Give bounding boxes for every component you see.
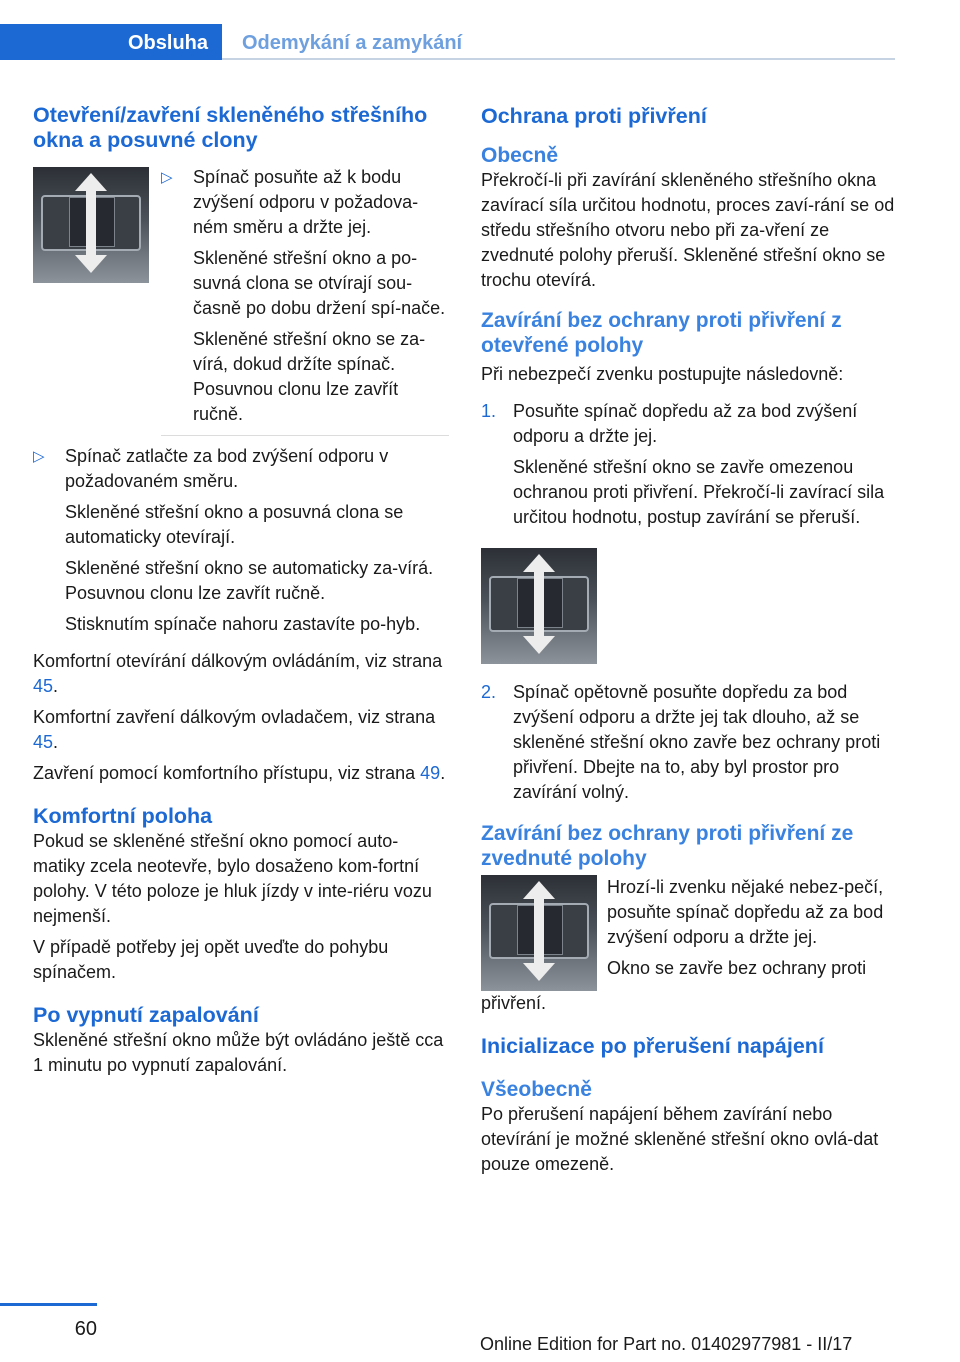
bullet-2-para-2: Skleněné střešní okno a posuvná clona se automaticky otevírají. <box>65 502 404 547</box>
section-title-ignition: Po vypnutí zapalování <box>33 1003 259 1027</box>
step-2-text: Spínač opětovně posuňte dopředu za bod zvýšení odporu a držte jej tak dlouho, až se skleněné střešní okno zavře bez ochrany proti přivření. Dbejte na to, aby byl prostor pro zavírání volný. <box>513 682 881 802</box>
bullet-1-para-3: Skleněné střešní okno se za-vírá, dokud držíte spínač. Posuvnou clonu lze zavřít ručně. <box>193 329 426 424</box>
bullet-item-1 <box>161 165 450 427</box>
subtitle-all: Všeobecně <box>481 1078 592 1101</box>
triangle-right-icon: ▷ <box>161 169 173 186</box>
subtitle-general: Obecně <box>481 144 559 167</box>
step-1 <box>481 399 897 530</box>
tab-odemykani[interactable]: Odemykání a zamykání <box>242 32 463 54</box>
section-title-init: Inicializace po přerušení napájení <box>481 1034 824 1058</box>
step-2 <box>481 680 897 805</box>
init-para: Po přerušení napájení během zavírání nebo otevírání je možné skleněné střešní okno ovlá-dat pouze omezeně. <box>481 1104 879 1174</box>
subtitle-raised-position: Zavírání bez ochrany proti přivření ze zvednuté polohy <box>481 822 854 870</box>
reference-remote-close: Komfortní zavření dálkovým ovladačem, viz strana 45. <box>33 707 436 752</box>
switch-illustration-1 <box>33 167 149 283</box>
step-1-para-2: Skleněné střešní okno se zavře omezenou ochranou proti přivření. Překročí-li zavírací sila určitou hodnotu, postup zavírání se přeruší. <box>513 457 885 527</box>
step-number-1: 1. <box>481 401 497 421</box>
page-link-45[interactable]: 45 <box>33 676 54 696</box>
bullet-1-para-2: Skleněné střešní okno a po-suvná clona se otvírají sou-časně po dobu držení spí-nače. <box>193 248 446 318</box>
divider <box>161 435 449 436</box>
reference-comfort-access: Zavření pomocí komfortního přístupu, viz strana 49. <box>33 763 446 783</box>
switch-illustration-2 <box>481 548 597 664</box>
right-column <box>481 96 897 1177</box>
ignition-para: Skleněné střešní okno může být ovládáno ještě cca 1 minutu po vypnutí zapalování. <box>33 1030 444 1075</box>
edition-text: Online Edition for Part no. 01402977981 - II/17 <box>480 1334 853 1354</box>
bullet-1-text: Spínač posuňte až k bodu zvýšení odporu v požadova-ném směru a držte jej. <box>193 167 419 237</box>
comfort-para-2: V případě potřeby jej opět uveďte do pohybu spínačem. <box>33 937 389 982</box>
step-1-text: Posuňte spínač dopředu až za bod zvýšení odporu a držte jej. <box>513 401 858 446</box>
bullet-2-para-3: Skleněné střešní okno se automaticky za-vírá. Posuvnou clonu lze zavřít ručně. <box>65 558 434 603</box>
section-title-pinch: Ochrana proti přivření <box>481 104 707 128</box>
switch-illustration-3 <box>481 875 597 991</box>
comfort-para-1: Pokud se skleněné střešní okno pomocí auto-matiky zcela neotevře, bylo dosaženo kom-fortní polohy. V této poloze je hluk jízdy v inte-riéru vozu nejmenší. <box>33 831 432 926</box>
page-link-49[interactable]: 49 <box>420 763 441 783</box>
raised-para-1: Hrozí-li zvenku nějaké nebez-pečí, posuňte spínač dopředu až za bod zvýšení odporu a držte jej. <box>607 877 884 947</box>
section-title-sunroof: Otevření/zavření skleněného střešního okna a posuvné clony <box>33 103 428 152</box>
raised-block <box>481 875 897 991</box>
bullet-2-text: Spínač zatlačte za bod zvýšení odporu v požadovaném směru. <box>65 446 389 491</box>
subtitle-open-position: Zavírání bez ochrany proti přivření z otevřené polohy <box>481 309 842 357</box>
page-link-45[interactable]: 45 <box>33 732 54 752</box>
footer-rule <box>0 1303 97 1306</box>
general-para: Překročí-li při zavírání skleněného střešního okna zavírací síla určitou hodnotu, proces zaví-rání se od středu střešního otvoru nebo při za-vření ze zvednuté polohy přeruší. Skleněné střešní okno se trochu otevírá. <box>481 170 895 290</box>
left-column <box>33 96 449 1078</box>
page-number: 60 <box>74 1318 97 1340</box>
triangle-right-icon: ▷ <box>33 448 45 465</box>
reference-remote-open: Komfortní otevírání dálkovým ovládáním, viz strana 45. <box>33 651 443 696</box>
bullet-item-2 <box>33 444 449 637</box>
bullet-2-para-4: Stisknutím spínače nahoru zastavíte po-hyb. <box>65 614 421 634</box>
tab-obsluha[interactable]: Obsluha <box>0 24 222 60</box>
open-intro: Při nebezpečí zvenku postupujte následovně: <box>481 364 844 384</box>
bullet-block-1 <box>33 165 449 427</box>
raised-para-2: Okno se zavře bez ochrany proti <box>607 958 867 978</box>
section-title-comfort: Komfortní poloha <box>33 804 213 828</box>
step-number-2: 2. <box>481 682 497 702</box>
raised-para-2-continued: přivření. <box>481 993 547 1013</box>
